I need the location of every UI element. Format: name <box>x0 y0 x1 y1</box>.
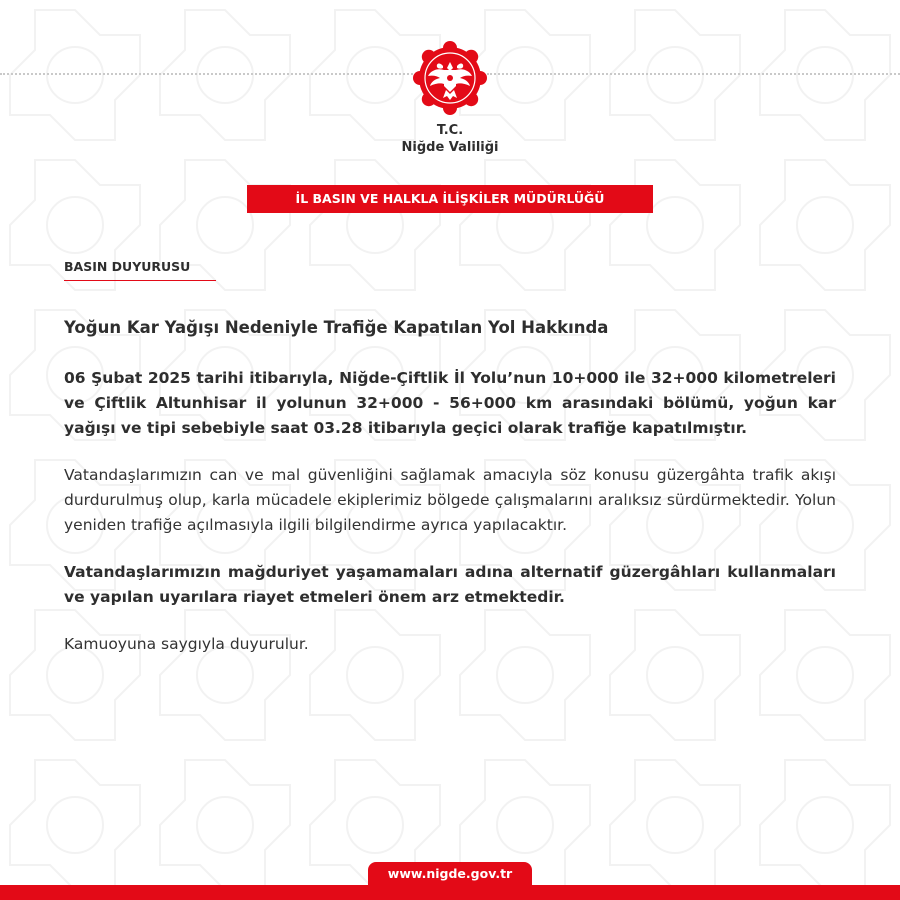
header-country-abbr: T.C. <box>436 123 464 138</box>
announcement-title: Yoğun Kar Yağışı Nedeniyle Trafiğe Kapatılan Yol Hakkında <box>64 318 609 337</box>
governorship-emblem-icon <box>410 38 490 118</box>
announcement-paragraph-3: Vatandaşlarımızın mağduriyet yaşamamaları adına alternatif güzergâhları kullanmaları ve yapılan uyarılara riayet etmeleri önem arz etmektedir. <box>64 563 836 606</box>
department-banner: İL BASIN VE HALKLA İLİŞKİLER MÜDÜRLÜĞÜ <box>247 185 653 213</box>
header-office-name: Niğde Valiliği <box>401 140 499 155</box>
announcement-body <box>64 316 836 657</box>
announcement-paragraph-2: Vatandaşlarımızın can ve mal güvenliğini sağlamak amacıyla söz konusu güzergâhta trafik akışı durdurulmuş olup, karla mücadele ekiplerimiz bölgede çalışmalarını aralıksız sürdürmektedir. Yolun yeniden trafiğe açılmasıyla ilgili bilgilendirme ayrıca yapılacaktır. <box>64 466 836 534</box>
announcement-paragraph-1: 06 Şubat 2025 tarihi itibarıyla, Niğde-Çiftlik İl Yolu’nun 10+000 ile 32+000 kilometreleri ve Çiftlik Altunhisar il yolunun 32+000 - 56+000 km arasındaki bölümü, yoğun kar yağışı ve tipi sebebiyle saat 03.28 itibarıyla geçici olarak trafiğe kapatılmıştır. <box>64 369 836 437</box>
website-link[interactable]: www.nigde.gov.tr <box>387 866 513 881</box>
header-divider-left <box>0 73 413 75</box>
announcement-closing: Kamuoyuna saygıyla duyurulur. <box>64 635 309 653</box>
section-label: BASIN DUYURUSU <box>64 259 216 281</box>
header-divider-right <box>487 73 900 75</box>
